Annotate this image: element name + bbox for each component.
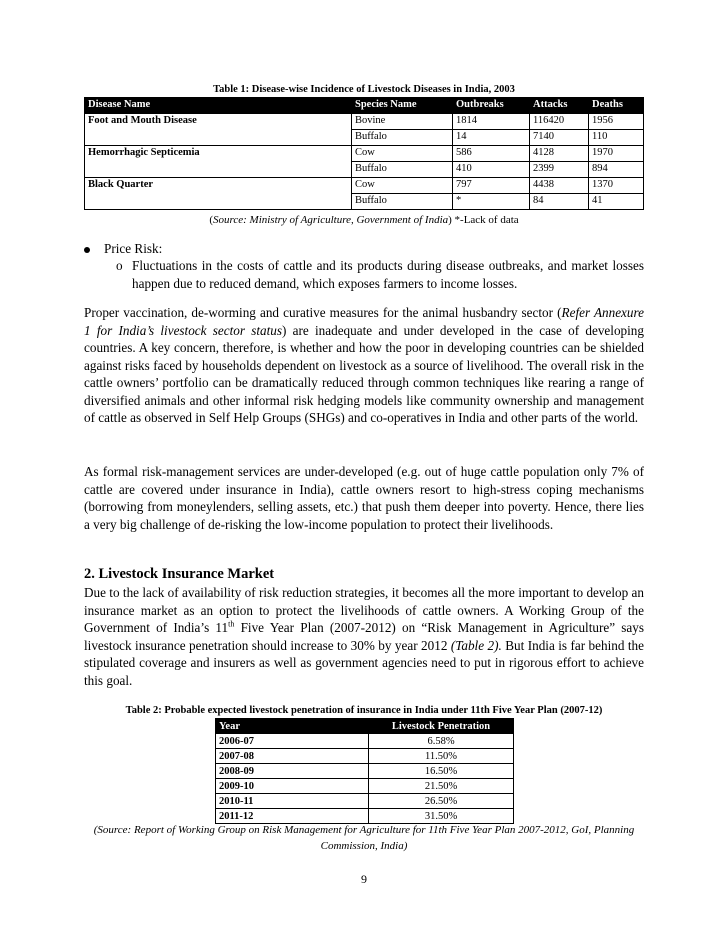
year-cell: 2007-08 bbox=[216, 749, 369, 764]
table-row bbox=[85, 146, 644, 162]
year-cell: 2008-09 bbox=[216, 764, 369, 779]
disease-cell: Foot and Mouth Disease bbox=[85, 114, 352, 130]
outbreaks-cell: 797 bbox=[453, 178, 530, 194]
page-number: 9 bbox=[361, 872, 367, 886]
table-header-row bbox=[216, 719, 514, 734]
table-row bbox=[216, 749, 514, 764]
table-row bbox=[216, 779, 514, 794]
section-heading: 2. Livestock Insurance Market bbox=[84, 566, 275, 582]
table-row bbox=[85, 114, 644, 130]
column-header: Species Name bbox=[352, 98, 453, 114]
penetration-cell: 16.50% bbox=[369, 764, 514, 779]
source-note: ) *-Lack of data bbox=[448, 214, 519, 226]
table-row bbox=[216, 794, 514, 809]
year-cell: 2009-10 bbox=[216, 779, 369, 794]
species-cell: Buffalo bbox=[352, 162, 453, 178]
column-header: Livestock Penetration bbox=[369, 719, 514, 734]
species-cell: Cow bbox=[352, 146, 453, 162]
paragraph-text: ) are inadequate and under developed in the case of developing countries. A key concern, therefore, is whether and how the poor in developing countries can be shielded against risks faced by households dependent on livestock as a source of livelihood. The overall risk in the cattle owners’ portfolio can be dramatically reduced through common techniques like rearing a range of diversified animals and other informal risk hedging models like community ownership and management of cattle as observed in Self Help Groups (SHGs) and co-operatives in India and other parts of the world. bbox=[84, 322, 644, 425]
disease-cell: Hemorrhagic Septicemia bbox=[85, 146, 352, 162]
attacks-cell: 4438 bbox=[530, 178, 589, 194]
disease-cell: Black Quarter bbox=[85, 178, 352, 194]
column-header: Outbreaks bbox=[453, 98, 530, 114]
table-row bbox=[216, 764, 514, 779]
attacks-cell: 2399 bbox=[530, 162, 589, 178]
deaths-cell: 1370 bbox=[589, 178, 644, 194]
paragraph-text: But India is far behind the stipulated coverage and insurers as well as government agencies need to put in rigorous effort to achieve this goal. bbox=[84, 637, 644, 688]
attacks-cell: 116420 bbox=[530, 114, 589, 130]
source-paren-open: ( bbox=[209, 214, 213, 226]
deaths-cell: 41 bbox=[589, 194, 644, 210]
bullet-icon bbox=[84, 247, 90, 253]
species-cell: Bovine bbox=[352, 114, 453, 130]
deaths-cell: 1956 bbox=[589, 114, 644, 130]
disease-cell bbox=[85, 194, 352, 210]
table2-caption: Table 2: Probable expected livestock penetration of insurance in India under 11th Five Year Plan (2007-12) bbox=[125, 705, 603, 716]
paragraph-text: Proper vaccination, de-worming and curative measures for the animal husbandry sector ( bbox=[84, 305, 562, 320]
attacks-cell: 4128 bbox=[530, 146, 589, 162]
year-cell: 2006-07 bbox=[216, 734, 369, 749]
source-citation: Source: Ministry of Agriculture, Government of India bbox=[212, 214, 449, 226]
annexure-reference: Refer Annexure 1 for India’s livestock sector status bbox=[84, 305, 645, 338]
paragraph-risk-management: As formal risk-management services are under-developed (e.g. out of huge cattle population only 7% of cattle are covered under insurance in India), cattle owners resort to high-stress coping mechanisms (borrowing from moneylenders, selling assets, etc.) that push them deeper into poverty. Hence, there lies a very big challenge of de-risking the low-income population to protect their livelihoods. bbox=[84, 464, 644, 532]
outbreaks-cell: 586 bbox=[453, 146, 530, 162]
table-row bbox=[85, 162, 644, 178]
outbreaks-cell: 1814 bbox=[453, 114, 530, 130]
paragraph-insurance-market bbox=[84, 584, 644, 689]
disease-cell bbox=[85, 162, 352, 178]
sub-bullet-text: Fluctuations in the costs of cattle and its products during disease outbreaks, and market losses happen due to reduced demand, which exposes farmers to income losses. bbox=[132, 258, 644, 291]
disease-cell bbox=[85, 130, 352, 146]
price-risk-bullet bbox=[84, 241, 162, 257]
species-cell: Buffalo bbox=[352, 194, 453, 210]
sub-bullet-marker: o bbox=[116, 258, 123, 273]
table-row bbox=[85, 178, 644, 194]
table-reference: (Table 2). bbox=[450, 637, 502, 653]
penetration-cell: 21.50% bbox=[369, 779, 514, 794]
species-cell: Buffalo bbox=[352, 130, 453, 146]
deaths-cell: 894 bbox=[589, 162, 644, 178]
table2-source: (Source: Report of Working Group on Risk Management for Agriculture for 11th Five Year Plan 2007-2012, GoI, Planning Commission, India) bbox=[93, 824, 635, 852]
table1-source bbox=[0, 214, 728, 226]
penetration-cell: 31.50% bbox=[369, 809, 514, 824]
disease-incidence-table bbox=[84, 97, 644, 210]
deaths-cell: 1970 bbox=[589, 146, 644, 162]
attacks-cell: 7140 bbox=[530, 130, 589, 146]
penetration-cell: 26.50% bbox=[369, 794, 514, 809]
insurance-penetration-table bbox=[215, 718, 514, 824]
deaths-cell: 110 bbox=[589, 130, 644, 146]
outbreaks-cell: 410 bbox=[453, 162, 530, 178]
penetration-cell: 6.58% bbox=[369, 734, 514, 749]
attacks-cell: 84 bbox=[530, 194, 589, 210]
column-header: Attacks bbox=[530, 98, 589, 114]
superscript: th bbox=[228, 619, 235, 629]
column-header: Disease Name bbox=[85, 98, 352, 114]
table-row bbox=[216, 734, 514, 749]
column-header: Year bbox=[216, 719, 369, 734]
year-cell: 2011-12 bbox=[216, 809, 369, 824]
paragraph-text: Due to the lack of availability of risk reduction strategies, it becomes all the more important to develop an insurance market as an option to protect the livelihoods of cattle owners. A Working Group of the Government of India’s 11 bbox=[84, 585, 644, 635]
table-row bbox=[85, 130, 644, 146]
paragraph-vaccination bbox=[84, 304, 644, 427]
outbreaks-cell: 14 bbox=[453, 130, 530, 146]
penetration-cell: 11.50% bbox=[369, 749, 514, 764]
column-header: Deaths bbox=[589, 98, 644, 114]
species-cell: Cow bbox=[352, 178, 453, 194]
table-row bbox=[85, 194, 644, 210]
paragraph-text: Five Year Plan (2007-2012) on “Risk Management in Agriculture” says livestock insurance penetration should increase to 30% by year 2012 bbox=[84, 620, 644, 653]
price-risk-subbullet bbox=[116, 257, 644, 292]
outbreaks-cell: * bbox=[453, 194, 530, 210]
year-cell: 2010-11 bbox=[216, 794, 369, 809]
table-header-row bbox=[85, 98, 644, 114]
table1-caption: Table 1: Disease-wise Incidence of Livestock Diseases in India, 2003 bbox=[213, 84, 515, 95]
bullet-title: Price Risk: bbox=[104, 241, 163, 256]
